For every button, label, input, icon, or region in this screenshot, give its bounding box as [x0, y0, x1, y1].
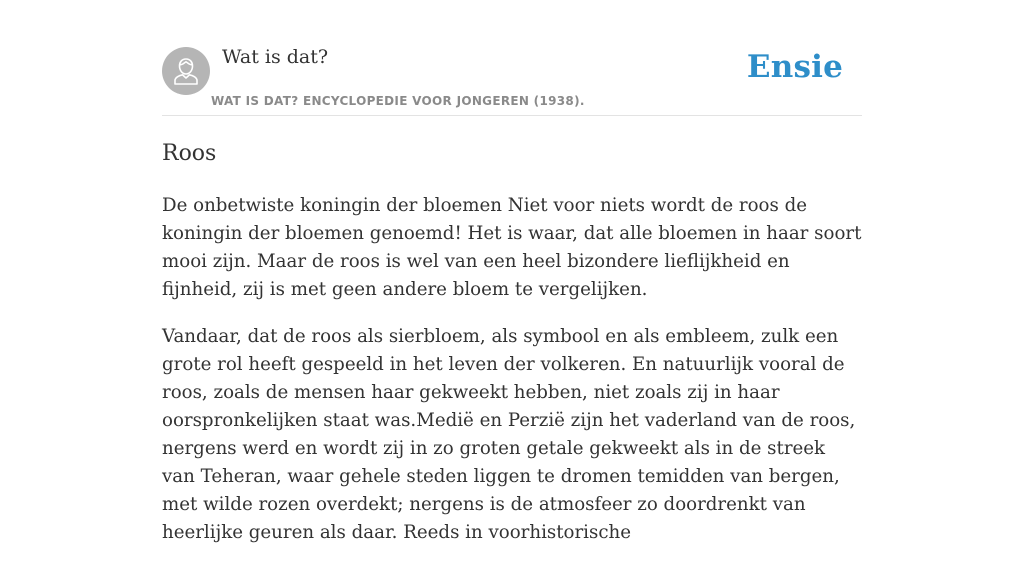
- source-header: [162, 0, 862, 116]
- brand-logo[interactable]: Ensie: [746, 49, 843, 85]
- user-icon: [162, 47, 210, 95]
- source-avatar[interactable]: [162, 47, 210, 95]
- article-body: [162, 192, 862, 566]
- article-paragraph: Vandaar, dat de roos als sierbloem, als symbool en als embleem, zulk een grote rol heeft gespeeld in het leven der volkeren. En natuurlijk vooral de roos, zoals de mensen haar gekweekt hebben, niet zoals zij in haar oorspronkelijken staat was.Medië en Perzië zijn het vaderland van de roos, nergens werd en wordt zij in zo groten getale gekweekt als in de streek van Teheran, waar gehele steden liggen te dromen temidden van bergen, met wilde rozen overdekt; nergens is de atmosfeer zo doordrenkt van heerlijke geuren als daar. Reeds in voorhistorische: [162, 326, 856, 543]
- article-title: Roos: [162, 141, 217, 166]
- page: [162, 0, 862, 543]
- source-subtitle[interactable]: WAT IS DAT? ENCYCLOPEDIE VOOR JONGEREN (1938).: [211, 94, 585, 108]
- article-paragraph: De onbetwiste koningin der bloemen Niet voor niets wordt de roos de koningin der bloemen genoemd! Het is waar, dat alle bloemen in haar soort mooi zijn. Maar de roos is wel van een heel bizondere lieflijkheid en fijnheid, zij is met geen andere bloem te vergelijken.: [162, 195, 862, 300]
- source-title[interactable]: Wat is dat?: [222, 46, 329, 68]
